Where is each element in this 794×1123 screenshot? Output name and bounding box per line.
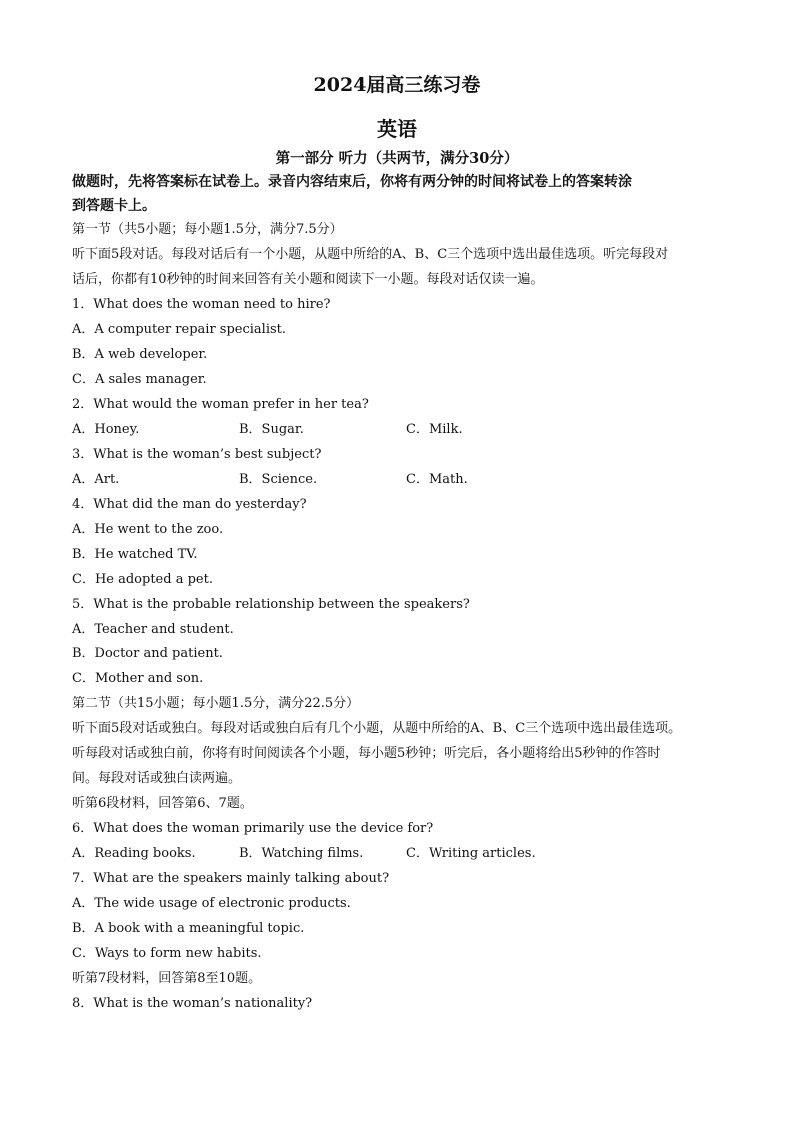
q1-stem: 1．What does the woman need to hire? <box>72 297 331 312</box>
q4-option-a: A．He went to the zoo. <box>72 522 224 537</box>
material-7-heading: 听第7段材料，回答第8至10题。 <box>72 971 262 986</box>
q3-option-b: B．Science. <box>239 472 318 487</box>
section2-directions-3: 间。每段对话或独白读两遍。 <box>72 771 242 786</box>
subject-title: 英语 <box>377 117 417 141</box>
q1-option-c: C．A sales manager. <box>72 372 207 387</box>
q3-option-a: A．Art. <box>72 472 120 487</box>
material-6-heading: 听第6段材料，回答第6、7题。 <box>72 796 253 811</box>
q5-option-a: A．Teacher and student. <box>72 622 234 637</box>
q4-stem: 4．What did the man do yesterday? <box>72 497 307 512</box>
q2-option-b: B．Sugar. <box>239 422 304 437</box>
q2-option-c: C．Milk. <box>406 422 463 437</box>
q6-option-b: B．Watching films. <box>239 846 364 861</box>
q2-option-a: A．Honey. <box>72 422 140 437</box>
q4-option-c: C．He adopted a pet. <box>72 572 213 587</box>
q1-option-b: B．A web developer. <box>72 347 208 362</box>
instruction-line-1: 做题时，先将答案标在试卷上。录音内容结束后，你将有两分钟的时间将试卷上的答案转涂 <box>72 174 632 190</box>
q7-stem: 7．What are the speakers mainly talking about? <box>72 871 390 886</box>
q5-option-c: C．Mother and son. <box>72 671 204 686</box>
q7-option-a: A．The wide usage of electronic products. <box>72 896 351 911</box>
q7-option-c: C．Ways to form new habits. <box>72 946 262 961</box>
section1-directions-1: 听下面5段对话。每段对话后有一个小题，从题中所给的A、B、C三个选项中选出最佳选项。听完每段对 <box>72 247 669 262</box>
q2-stem: 2．What would the woman prefer in her tea? <box>72 397 369 412</box>
q1-option-a: A．A computer repair specialist. <box>72 322 287 337</box>
exam-title: 2024届高三练习卷 <box>313 74 481 96</box>
section2-heading: 第二节（共15小题；每小题1.5分，满分22.5分） <box>72 696 360 711</box>
q7-option-b: B．A book with a meaningful topic. <box>72 921 305 936</box>
section1-heading: 第一节（共5小题；每小题1.5分，满分7.5分） <box>72 222 343 237</box>
q4-option-b: B．He watched TV. <box>72 547 198 562</box>
q6-option-c: C．Writing articles. <box>406 846 536 861</box>
q5-option-b: B．Doctor and patient. <box>72 646 223 661</box>
section1-directions-2: 话后，你都有10秒钟的时间来回答有关小题和阅读下一小题。每段对话仅读一遍。 <box>72 272 544 287</box>
q6-stem: 6．What does the woman primarily use the device for? <box>72 821 434 836</box>
section2-directions-2: 听每段对话或独白前，你将有时间阅读各个小题，每小题5秒钟；听完后，各小题将给出5秒钟的作答时 <box>72 746 661 761</box>
q3-option-c: C．Math. <box>406 472 468 487</box>
part1-heading: 第一部分 听力（共两节，满分30分） <box>275 150 519 167</box>
q8-stem: 8．What is the woman’s nationality? <box>72 996 313 1011</box>
q5-stem: 5．What is the probable relationship between the speakers? <box>72 597 470 612</box>
q3-stem: 3．What is the woman’s best subject? <box>72 447 322 462</box>
instruction-line-2: 到答题卡上。 <box>72 198 156 214</box>
section2-directions-1: 听下面5段对话或独白。每段对话或独白后有几个小题，从题中所给的A、B、C三个选项中选出最佳选项。 <box>72 721 682 736</box>
q6-option-a: A．Reading books. <box>72 846 196 861</box>
